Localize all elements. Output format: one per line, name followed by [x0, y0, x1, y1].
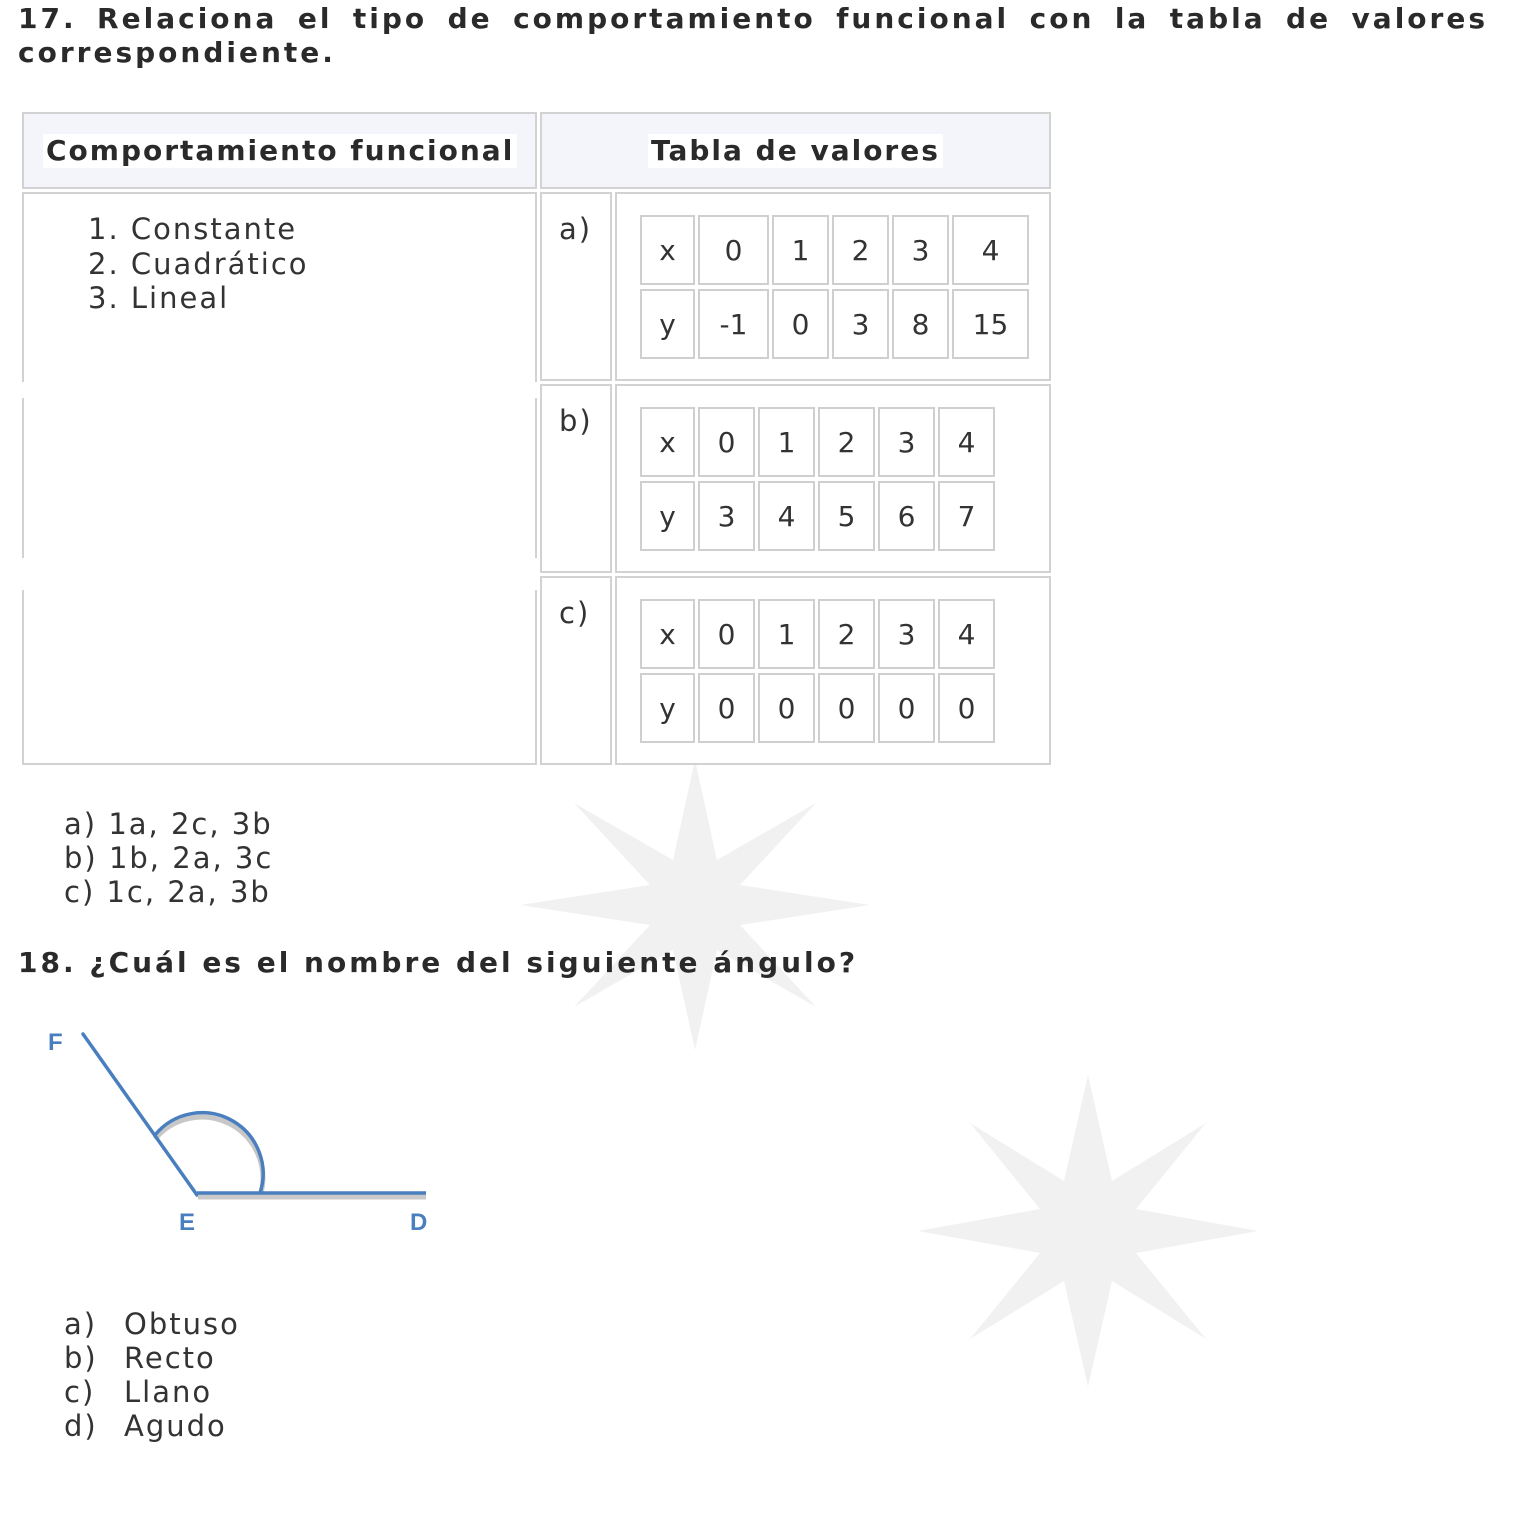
letter-cell-c [540, 576, 612, 765]
y-value-cell: 0 [758, 673, 815, 743]
y-value-cell: 7 [938, 481, 995, 551]
y-value-cell: 5 [818, 481, 875, 551]
x-value-cell: 2 [818, 407, 875, 477]
x-value-cell: 3 [892, 215, 949, 285]
header-left-label: Comportamiento funcional [43, 134, 517, 168]
option-label: b) [64, 1341, 98, 1375]
answer-option-a[interactable] [64, 1307, 240, 1341]
letter-cell-a [540, 192, 612, 381]
option-label: a) [64, 1307, 98, 1341]
y-value-cell: 0 [938, 673, 995, 743]
watermark-star-icon [520, 760, 870, 1050]
option-label: c) [64, 1375, 96, 1409]
x-value-cell: 2 [832, 215, 889, 285]
x-value-cell: 4 [952, 215, 1029, 285]
question-18-title: 18. ¿Cuál es el nombre del siguiente ángulo? [18, 946, 859, 979]
y-value-cell: 3 [698, 481, 755, 551]
question-17-options [64, 807, 273, 909]
watermark-star-icon [918, 1075, 1258, 1387]
behavior-item-linear: 3. Lineal [88, 281, 230, 315]
option-text: 1b, 2a, 3c [108, 841, 274, 875]
option-text: 1c, 2a, 3b [106, 875, 271, 909]
x-value-cell: 4 [938, 599, 995, 669]
letter-cell-b [540, 384, 612, 573]
option-text: Agudo [124, 1409, 227, 1443]
question-18-options [64, 1307, 240, 1443]
x-value-cell: 0 [698, 599, 755, 669]
answer-option-b[interactable] [64, 841, 273, 875]
y-label-cell: y [640, 673, 695, 743]
values-table-b [615, 384, 1051, 573]
option-label: d) [64, 1409, 98, 1443]
x-label-cell: x [640, 599, 695, 669]
y-value-cell: 3 [832, 289, 889, 359]
x-value-cell: 0 [698, 407, 755, 477]
letter-label-b: b) [559, 404, 593, 438]
y-value-cell: -1 [698, 289, 769, 359]
option-label: c) [64, 875, 96, 909]
header-values-table [540, 112, 1051, 189]
values-table-a [615, 192, 1051, 381]
behavior-item-constant: 1. Constante [88, 212, 298, 246]
x-value-cell: 3 [878, 407, 935, 477]
point-f-label: F [48, 1029, 63, 1056]
y-label-cell: y [640, 289, 695, 359]
x-label-cell: x [640, 407, 695, 477]
header-right-label: Tabla de valores [648, 134, 943, 168]
header-functional-behavior [22, 112, 537, 189]
y-value-cell: 6 [878, 481, 935, 551]
letter-label-a: a) [559, 212, 593, 246]
answer-option-c[interactable] [64, 1375, 240, 1409]
letter-label-c: c) [559, 596, 591, 630]
option-text: Recto [124, 1341, 216, 1375]
y-value-cell: 0 [818, 673, 875, 743]
x-label-cell: x [640, 215, 695, 285]
y-value-cell: 0 [698, 673, 755, 743]
y-value-cell: 0 [772, 289, 829, 359]
y-label-cell: y [640, 481, 695, 551]
behavior-item-quadratic: 2. Cuadrático [88, 246, 309, 281]
answer-option-c[interactable] [64, 875, 273, 909]
angle-figure [30, 1015, 450, 1245]
angle-arc [155, 1113, 263, 1193]
y-value-cell: 0 [878, 673, 935, 743]
y-value-cell: 8 [892, 289, 949, 359]
point-e-label: E [179, 1209, 196, 1236]
y-value-cell: 15 [952, 289, 1029, 359]
x-value-cell: 1 [758, 407, 815, 477]
answer-option-b[interactable] [64, 1341, 240, 1375]
option-label: a) [64, 807, 98, 841]
x-value-cell: 4 [938, 407, 995, 477]
x-value-cell: 0 [698, 215, 769, 285]
x-value-cell: 3 [878, 599, 935, 669]
y-value-cell: 4 [758, 481, 815, 551]
x-value-cell: 1 [758, 599, 815, 669]
behavior-list [88, 212, 309, 316]
question-17-title: 17. Relaciona el tipo de comportamiento funcional con la tabla de valores correspondiente. [18, 2, 1488, 69]
values-table-c [615, 576, 1051, 765]
answer-option-d[interactable] [64, 1409, 240, 1443]
option-text: 1a, 2c, 3b [108, 807, 273, 841]
point-d-label: D [410, 1209, 428, 1236]
x-value-cell: 1 [772, 215, 829, 285]
x-value-cell: 2 [818, 599, 875, 669]
option-text: Llano [124, 1375, 213, 1409]
ray-ef [83, 1034, 197, 1195]
option-label: b) [64, 841, 98, 875]
answer-option-a[interactable] [64, 807, 273, 841]
option-text: Obtuso [124, 1307, 240, 1341]
